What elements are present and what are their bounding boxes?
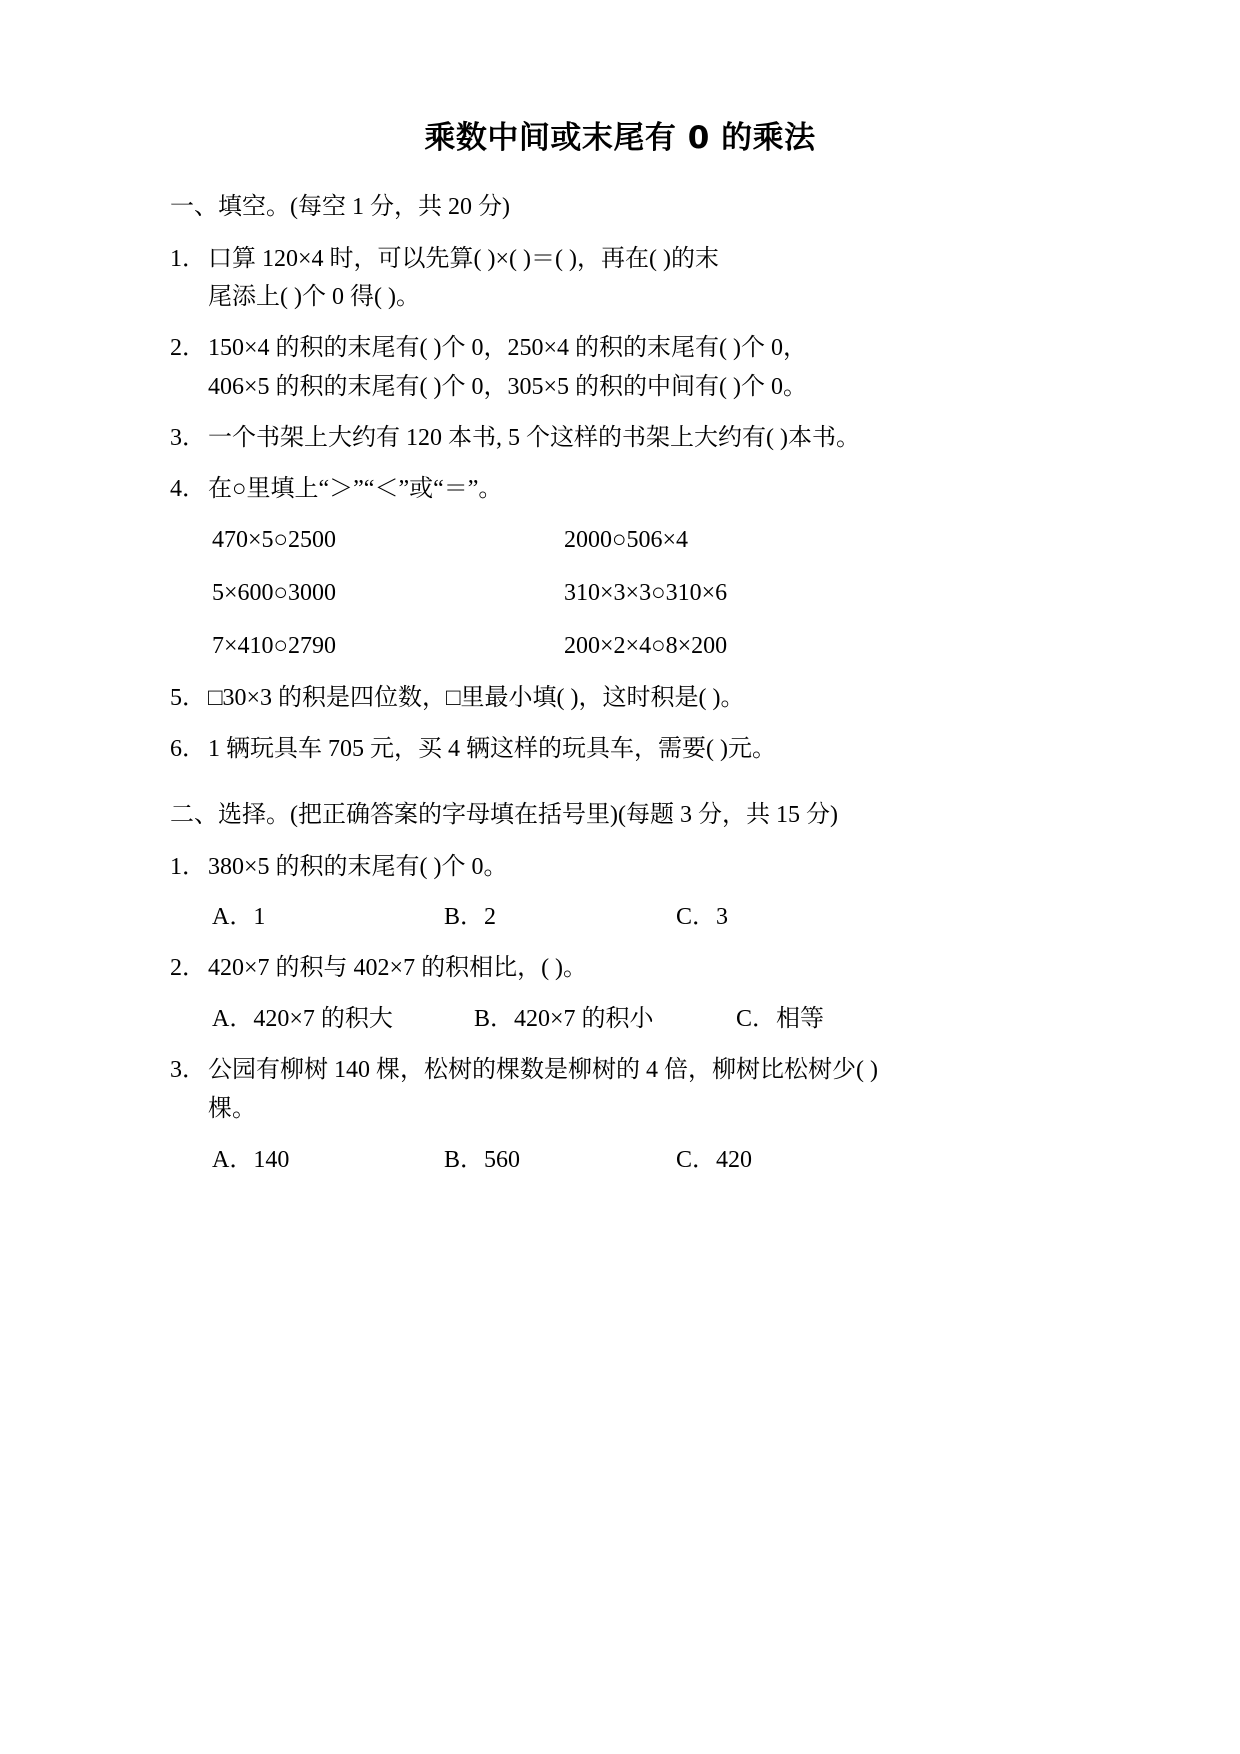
question-text: 在○里填上“＞”“＜”或“＝”。: [208, 475, 503, 502]
question-1-2: [170, 329, 1070, 407]
question-number: 1．: [170, 245, 206, 272]
option-list: [170, 898, 1070, 937]
question-line: [170, 278, 1070, 317]
comparison-row: [170, 574, 1070, 613]
question-text: □30×3 的积是四位数，□里最小填( )，这时积是( )。: [208, 685, 745, 712]
question-text: 150×4 的积的末尾有( )个 0，250×4 的积的末尾有( )个 0，: [208, 335, 808, 362]
question-line: [170, 419, 1070, 458]
indent-spacer: [170, 521, 212, 560]
question-line: [170, 329, 1070, 368]
question-text: 420×7 的积与 402×7 的积相比，( )。: [208, 955, 588, 982]
indent-spacer: [170, 627, 212, 666]
indent-spacer: [170, 574, 212, 613]
section-heading-multiple-choice: 二、选择。(把正确答案的字母填在括号里)(每题 3 分，共 15 分): [170, 802, 838, 829]
question-number: 2．: [170, 955, 206, 982]
option-b[interactable]: B．2: [444, 904, 497, 931]
question-1-1: [170, 240, 1070, 318]
question-1-3: [170, 419, 1070, 458]
option-c[interactable]: C．相等: [736, 1006, 825, 1033]
option-a[interactable]: A．140: [212, 1146, 290, 1173]
question-number: 1．: [170, 853, 206, 880]
question-line: [170, 470, 1070, 509]
question-text: 尾添上( )个 0 得( )。: [208, 284, 420, 311]
option-c[interactable]: C．3: [676, 904, 729, 931]
question-text: 公园有柳树 140 棵，松树的棵数是柳树的 4 倍，柳树比松树少( ): [208, 1057, 878, 1084]
option-list: [170, 1141, 1070, 1180]
question-text: 1 辆玩具车 705 元，买 4 辆这样的玩具车，需要( )元。: [208, 736, 776, 763]
option-a[interactable]: A．1: [212, 904, 266, 931]
question-2-2: [170, 949, 1070, 988]
question-number: 3．: [170, 425, 206, 452]
question-text: 380×5 的积的末尾有( )个 0。: [208, 853, 508, 880]
comparison-expression-left: 5×600○3000: [212, 579, 337, 606]
option-a[interactable]: A．420×7 的积大: [212, 1006, 393, 1033]
question-text: 口算 120×4 时，可以先算( )×( )＝( )，再在( )的末: [208, 245, 720, 272]
question-line: [170, 848, 1070, 887]
comparison-expression-right: 200×2×4○8×200: [564, 632, 728, 659]
question-number: 5．: [170, 685, 206, 712]
question-text: 406×5 的积的末尾有( )个 0，305×5 的积的中间有( )个 0。: [208, 374, 808, 401]
question-number: 2．: [170, 335, 206, 362]
question-line: [170, 240, 1070, 279]
question-line: [170, 368, 1070, 407]
question-line: [170, 679, 1070, 718]
option-b[interactable]: B．560: [444, 1146, 521, 1173]
question-text: 一个书架上大约有 120 本书, 5 个这样的书架上大约有( )本书。: [208, 425, 860, 452]
option-list: [170, 1000, 1070, 1039]
question-2-1: [170, 848, 1070, 887]
comparison-expression-right: 2000○506×4: [564, 526, 689, 553]
question-1-5: [170, 679, 1070, 718]
comparison-expression-left: 7×410○2790: [212, 632, 337, 659]
question-line: [170, 730, 1070, 769]
section-heading-fill-in-blank: 一、填空。(每空 1 分，共 20 分): [170, 194, 510, 221]
question-text: 棵。: [208, 1095, 256, 1122]
question-1-6: [170, 730, 1070, 769]
question-number: 6．: [170, 736, 206, 763]
question-number: 4．: [170, 475, 206, 502]
comparison-expression-grid: [170, 521, 1070, 666]
page-title: 乘数中间或末尾有 0 的乘法: [424, 120, 816, 156]
question-1-4: [170, 470, 1070, 509]
question-2-3: [170, 1051, 1070, 1129]
comparison-row: [170, 627, 1070, 666]
option-b[interactable]: B．420×7 的积小: [474, 1006, 654, 1033]
question-line: [170, 1051, 1070, 1090]
comparison-expression-left: 470×5○2500: [212, 526, 337, 553]
question-line: [170, 1090, 1070, 1129]
comparison-row: [170, 521, 1070, 560]
comparison-expression-right: 310×3×3○310×6: [564, 579, 728, 606]
question-line: [170, 949, 1070, 988]
option-c[interactable]: C．420: [676, 1146, 753, 1173]
question-number: 3．: [170, 1057, 206, 1084]
